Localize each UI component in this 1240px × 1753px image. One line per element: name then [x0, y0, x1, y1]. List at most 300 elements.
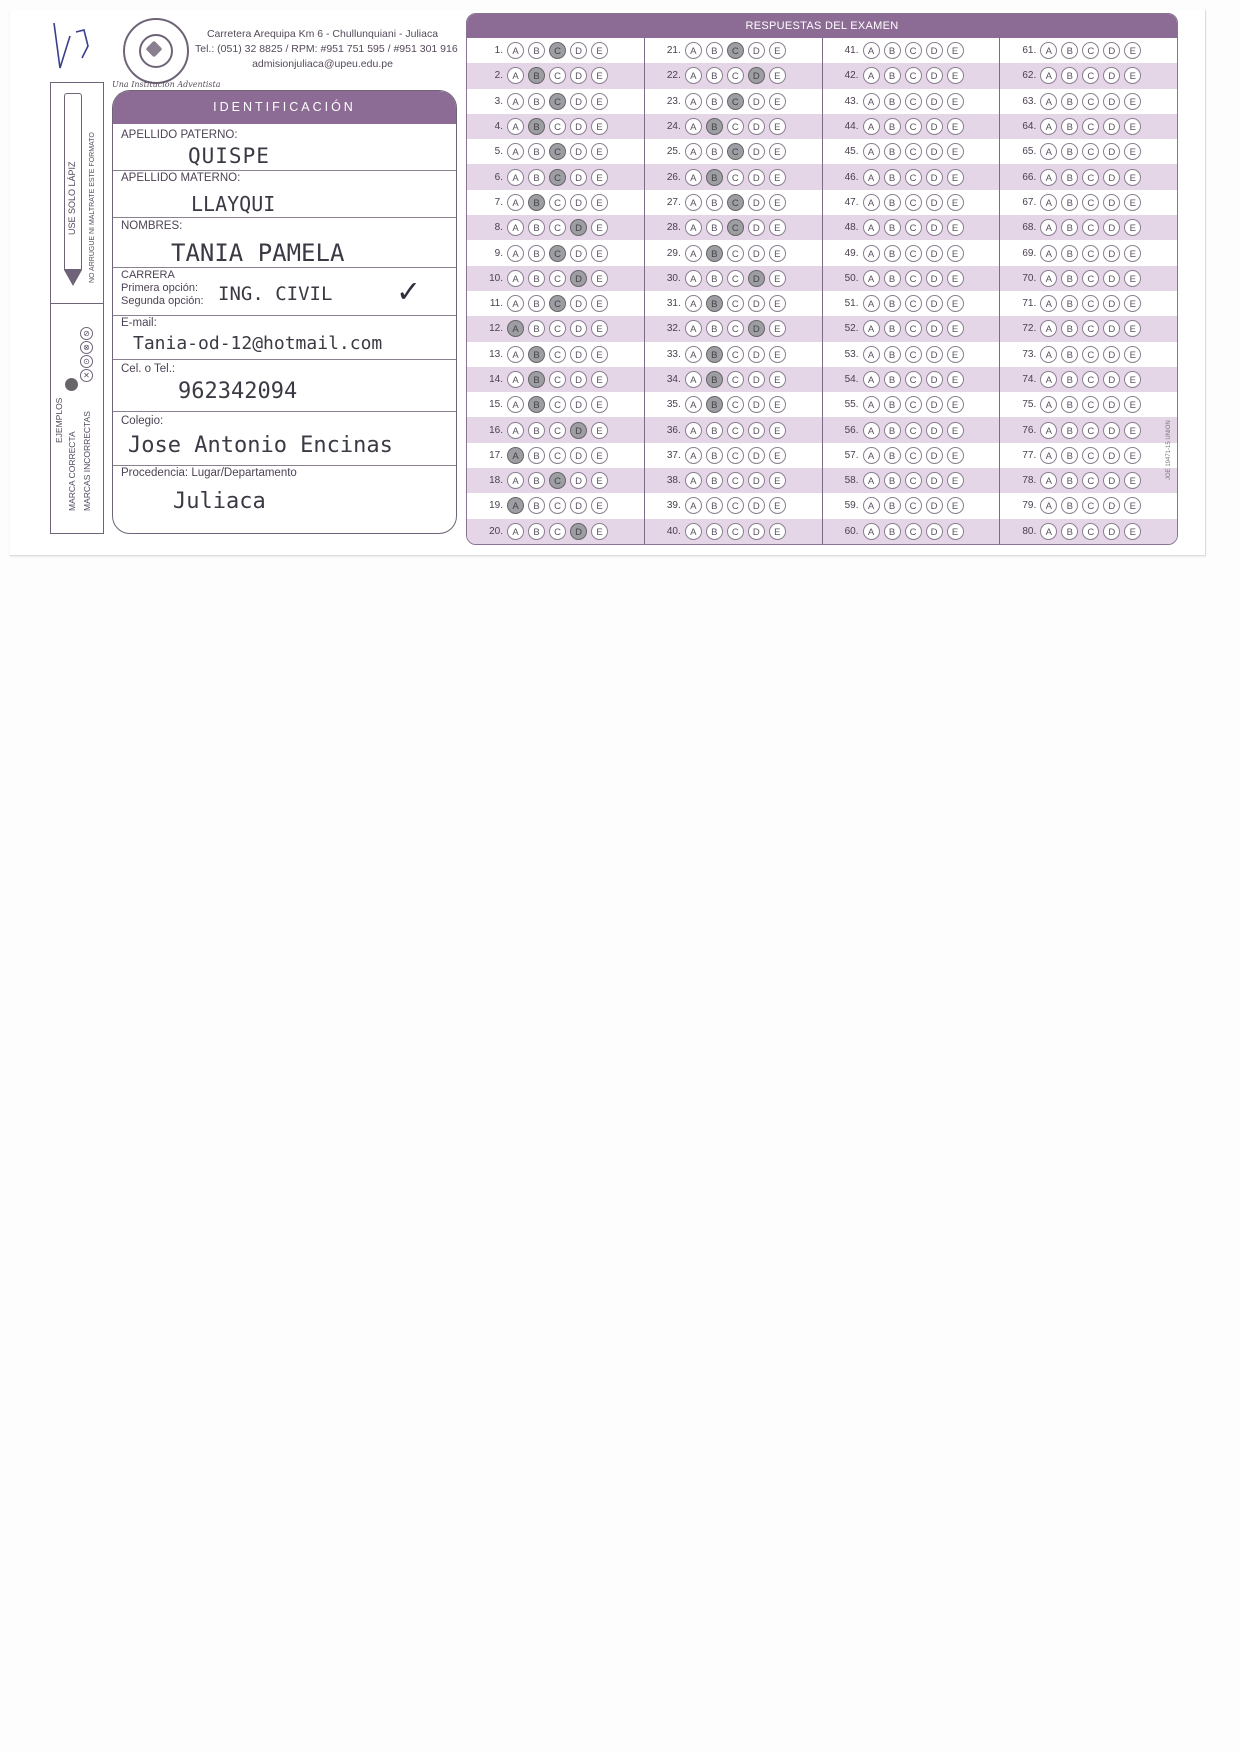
- answer-bubble[interactable]: D: [1103, 219, 1120, 236]
- answer-bubble[interactable]: A: [685, 346, 702, 363]
- answer-bubble[interactable]: D: [570, 270, 587, 287]
- answer-bubble[interactable]: A: [507, 497, 524, 514]
- apellido-paterno-field[interactable]: [113, 124, 456, 171]
- answer-bubble[interactable]: C: [549, 396, 566, 413]
- answer-bubble[interactable]: D: [748, 169, 765, 186]
- answer-bubble[interactable]: A: [507, 169, 524, 186]
- answer-bubble[interactable]: C: [727, 320, 744, 337]
- answer-bubble[interactable]: C: [549, 169, 566, 186]
- answer-bubble[interactable]: D: [570, 295, 587, 312]
- answer-bubble[interactable]: E: [1124, 523, 1141, 540]
- answer-bubble[interactable]: E: [1124, 245, 1141, 262]
- answer-bubble[interactable]: D: [570, 194, 587, 211]
- answer-bubble[interactable]: A: [507, 396, 524, 413]
- answer-bubble[interactable]: D: [1103, 497, 1120, 514]
- answer-bubble[interactable]: A: [507, 371, 524, 388]
- answer-bubble[interactable]: A: [1040, 194, 1057, 211]
- answer-bubble[interactable]: B: [706, 422, 723, 439]
- answer-bubble[interactable]: A: [507, 93, 524, 110]
- answer-bubble[interactable]: C: [905, 118, 922, 135]
- answer-bubble[interactable]: B: [528, 219, 545, 236]
- answer-bubble[interactable]: B: [1061, 447, 1078, 464]
- answer-bubble[interactable]: C: [549, 245, 566, 262]
- answer-bubble[interactable]: C: [727, 422, 744, 439]
- answer-bubble[interactable]: E: [947, 42, 964, 59]
- answer-bubble[interactable]: D: [1103, 523, 1120, 540]
- answer-bubble[interactable]: E: [1124, 93, 1141, 110]
- answer-bubble[interactable]: A: [507, 194, 524, 211]
- answer-bubble[interactable]: A: [507, 67, 524, 84]
- answer-bubble[interactable]: E: [1124, 270, 1141, 287]
- answer-bubble[interactable]: C: [549, 346, 566, 363]
- answer-bubble[interactable]: C: [727, 371, 744, 388]
- answer-bubble[interactable]: E: [947, 523, 964, 540]
- answer-bubble[interactable]: A: [863, 320, 880, 337]
- answer-bubble[interactable]: D: [570, 169, 587, 186]
- answer-bubble[interactable]: C: [1082, 447, 1099, 464]
- answer-bubble[interactable]: A: [1040, 447, 1057, 464]
- answer-bubble[interactable]: C: [727, 472, 744, 489]
- answer-bubble[interactable]: B: [706, 169, 723, 186]
- answer-bubble[interactable]: B: [884, 143, 901, 160]
- answer-bubble[interactable]: A: [685, 93, 702, 110]
- answer-bubble[interactable]: D: [748, 245, 765, 262]
- answer-bubble[interactable]: B: [706, 320, 723, 337]
- answer-bubble[interactable]: A: [685, 497, 702, 514]
- answer-bubble[interactable]: B: [884, 169, 901, 186]
- answer-bubble[interactable]: D: [748, 270, 765, 287]
- answer-bubble[interactable]: E: [947, 295, 964, 312]
- answer-bubble[interactable]: D: [926, 219, 943, 236]
- answer-bubble[interactable]: C: [727, 42, 744, 59]
- answer-bubble[interactable]: A: [507, 295, 524, 312]
- answer-bubble[interactable]: B: [528, 472, 545, 489]
- answer-bubble[interactable]: E: [769, 118, 786, 135]
- answer-bubble[interactable]: B: [706, 42, 723, 59]
- answer-bubble[interactable]: E: [591, 447, 608, 464]
- answer-bubble[interactable]: D: [748, 371, 765, 388]
- answer-bubble[interactable]: A: [507, 42, 524, 59]
- answer-bubble[interactable]: B: [1061, 118, 1078, 135]
- answer-bubble[interactable]: E: [591, 169, 608, 186]
- answer-bubble[interactable]: E: [591, 42, 608, 59]
- answer-bubble[interactable]: E: [1124, 422, 1141, 439]
- answer-bubble[interactable]: C: [549, 42, 566, 59]
- answer-bubble[interactable]: A: [685, 396, 702, 413]
- answer-bubble[interactable]: C: [1082, 371, 1099, 388]
- answer-bubble[interactable]: D: [1103, 447, 1120, 464]
- answer-bubble[interactable]: C: [905, 472, 922, 489]
- answer-bubble[interactable]: B: [706, 118, 723, 135]
- answer-bubble[interactable]: A: [685, 143, 702, 160]
- answer-bubble[interactable]: B: [706, 396, 723, 413]
- answer-bubble[interactable]: C: [1082, 472, 1099, 489]
- answer-bubble[interactable]: B: [706, 143, 723, 160]
- answer-bubble[interactable]: A: [685, 371, 702, 388]
- answer-bubble[interactable]: E: [769, 295, 786, 312]
- answer-bubble[interactable]: A: [1040, 270, 1057, 287]
- answer-bubble[interactable]: E: [1124, 396, 1141, 413]
- answer-bubble[interactable]: D: [570, 396, 587, 413]
- answer-bubble[interactable]: E: [947, 245, 964, 262]
- answer-bubble[interactable]: E: [947, 143, 964, 160]
- answer-bubble[interactable]: B: [1061, 523, 1078, 540]
- answer-bubble[interactable]: B: [528, 42, 545, 59]
- answer-bubble[interactable]: D: [748, 194, 765, 211]
- answer-bubble[interactable]: B: [706, 523, 723, 540]
- answer-bubble[interactable]: E: [947, 194, 964, 211]
- answer-bubble[interactable]: D: [570, 118, 587, 135]
- answer-bubble[interactable]: A: [685, 523, 702, 540]
- answer-bubble[interactable]: A: [863, 67, 880, 84]
- answer-bubble[interactable]: D: [926, 346, 943, 363]
- answer-bubble[interactable]: A: [1040, 67, 1057, 84]
- answer-bubble[interactable]: B: [528, 447, 545, 464]
- answer-bubble[interactable]: E: [591, 295, 608, 312]
- answer-bubble[interactable]: C: [905, 396, 922, 413]
- answer-bubble[interactable]: C: [549, 447, 566, 464]
- answer-bubble[interactable]: A: [507, 447, 524, 464]
- answer-bubble[interactable]: B: [884, 497, 901, 514]
- answer-bubble[interactable]: B: [1061, 396, 1078, 413]
- answer-bubble[interactable]: B: [528, 194, 545, 211]
- answer-bubble[interactable]: A: [1040, 245, 1057, 262]
- answer-bubble[interactable]: A: [685, 270, 702, 287]
- answer-bubble[interactable]: E: [1124, 67, 1141, 84]
- answer-bubble[interactable]: E: [591, 143, 608, 160]
- answer-bubble[interactable]: B: [528, 143, 545, 160]
- answer-bubble[interactable]: B: [1061, 270, 1078, 287]
- answer-bubble[interactable]: C: [549, 371, 566, 388]
- answer-bubble[interactable]: B: [884, 320, 901, 337]
- answer-bubble[interactable]: D: [926, 497, 943, 514]
- answer-bubble[interactable]: C: [905, 320, 922, 337]
- answer-bubble[interactable]: D: [748, 422, 765, 439]
- answer-bubble[interactable]: D: [570, 245, 587, 262]
- answer-bubble[interactable]: C: [549, 93, 566, 110]
- answer-bubble[interactable]: D: [926, 169, 943, 186]
- answer-bubble[interactable]: A: [863, 169, 880, 186]
- answer-bubble[interactable]: A: [1040, 118, 1057, 135]
- answer-bubble[interactable]: D: [1103, 194, 1120, 211]
- answer-bubble[interactable]: E: [1124, 42, 1141, 59]
- answer-bubble[interactable]: C: [727, 497, 744, 514]
- answer-bubble[interactable]: C: [549, 320, 566, 337]
- answer-bubble[interactable]: A: [1040, 422, 1057, 439]
- answer-bubble[interactable]: B: [884, 295, 901, 312]
- answer-bubble[interactable]: D: [570, 447, 587, 464]
- answer-bubble[interactable]: E: [591, 396, 608, 413]
- answer-bubble[interactable]: A: [1040, 497, 1057, 514]
- answer-bubble[interactable]: B: [884, 523, 901, 540]
- answer-bubble[interactable]: E: [769, 497, 786, 514]
- answer-bubble[interactable]: D: [1103, 143, 1120, 160]
- answer-bubble[interactable]: D: [748, 42, 765, 59]
- answer-bubble[interactable]: B: [528, 67, 545, 84]
- answer-bubble[interactable]: B: [1061, 169, 1078, 186]
- answer-bubble[interactable]: B: [1061, 371, 1078, 388]
- answer-bubble[interactable]: C: [727, 169, 744, 186]
- answer-bubble[interactable]: B: [884, 270, 901, 287]
- answer-bubble[interactable]: C: [727, 346, 744, 363]
- answer-bubble[interactable]: E: [591, 118, 608, 135]
- answer-bubble[interactable]: C: [905, 422, 922, 439]
- answer-bubble[interactable]: A: [863, 396, 880, 413]
- answer-bubble[interactable]: C: [1082, 320, 1099, 337]
- answer-bubble[interactable]: E: [947, 67, 964, 84]
- answer-bubble[interactable]: A: [1040, 93, 1057, 110]
- answer-bubble[interactable]: C: [905, 523, 922, 540]
- answer-bubble[interactable]: D: [748, 118, 765, 135]
- answer-bubble[interactable]: D: [1103, 320, 1120, 337]
- answer-bubble[interactable]: A: [863, 472, 880, 489]
- answer-bubble[interactable]: C: [1082, 346, 1099, 363]
- answer-bubble[interactable]: D: [748, 523, 765, 540]
- answer-bubble[interactable]: D: [1103, 472, 1120, 489]
- answer-bubble[interactable]: A: [863, 346, 880, 363]
- answer-bubble[interactable]: B: [528, 371, 545, 388]
- answer-bubble[interactable]: B: [706, 93, 723, 110]
- answer-bubble[interactable]: C: [1082, 497, 1099, 514]
- answer-bubble[interactable]: A: [1040, 346, 1057, 363]
- answer-bubble[interactable]: A: [507, 118, 524, 135]
- answer-bubble[interactable]: B: [884, 67, 901, 84]
- answer-bubble[interactable]: E: [591, 371, 608, 388]
- answer-bubble[interactable]: A: [507, 523, 524, 540]
- answer-bubble[interactable]: E: [591, 523, 608, 540]
- answer-bubble[interactable]: C: [905, 169, 922, 186]
- answer-bubble[interactable]: A: [863, 118, 880, 135]
- answer-bubble[interactable]: C: [1082, 93, 1099, 110]
- answer-bubble[interactable]: B: [528, 270, 545, 287]
- answer-bubble[interactable]: E: [769, 194, 786, 211]
- answer-bubble[interactable]: A: [863, 143, 880, 160]
- answer-bubble[interactable]: C: [1082, 118, 1099, 135]
- answer-bubble[interactable]: A: [685, 67, 702, 84]
- answer-bubble[interactable]: C: [905, 93, 922, 110]
- answer-bubble[interactable]: B: [884, 396, 901, 413]
- answer-bubble[interactable]: A: [507, 320, 524, 337]
- answer-bubble[interactable]: A: [1040, 396, 1057, 413]
- answer-bubble[interactable]: D: [570, 143, 587, 160]
- answer-bubble[interactable]: D: [1103, 245, 1120, 262]
- answer-bubble[interactable]: A: [685, 118, 702, 135]
- answer-bubble[interactable]: A: [863, 93, 880, 110]
- answer-bubble[interactable]: C: [727, 270, 744, 287]
- answer-bubble[interactable]: B: [528, 169, 545, 186]
- answer-bubble[interactable]: D: [926, 371, 943, 388]
- nombres-field[interactable]: [113, 217, 456, 268]
- answer-bubble[interactable]: B: [1061, 67, 1078, 84]
- answer-bubble[interactable]: E: [1124, 118, 1141, 135]
- answer-bubble[interactable]: C: [1082, 42, 1099, 59]
- answer-bubble[interactable]: E: [591, 346, 608, 363]
- answer-bubble[interactable]: A: [1040, 219, 1057, 236]
- answer-bubble[interactable]: D: [570, 523, 587, 540]
- answer-bubble[interactable]: A: [863, 245, 880, 262]
- answer-bubble[interactable]: E: [591, 497, 608, 514]
- answer-bubble[interactable]: D: [570, 67, 587, 84]
- answer-bubble[interactable]: C: [1082, 422, 1099, 439]
- answer-bubble[interactable]: A: [1040, 295, 1057, 312]
- answer-bubble[interactable]: C: [727, 93, 744, 110]
- answer-bubble[interactable]: E: [947, 346, 964, 363]
- answer-bubble[interactable]: E: [591, 270, 608, 287]
- answer-bubble[interactable]: C: [727, 194, 744, 211]
- answer-bubble[interactable]: B: [1061, 472, 1078, 489]
- answer-bubble[interactable]: C: [905, 295, 922, 312]
- answer-bubble[interactable]: D: [1103, 371, 1120, 388]
- answer-bubble[interactable]: B: [884, 447, 901, 464]
- answer-bubble[interactable]: C: [727, 118, 744, 135]
- answer-bubble[interactable]: E: [769, 143, 786, 160]
- answer-bubble[interactable]: B: [884, 245, 901, 262]
- answer-bubble[interactable]: A: [863, 371, 880, 388]
- answer-bubble[interactable]: B: [884, 219, 901, 236]
- answer-bubble[interactable]: A: [685, 447, 702, 464]
- answer-bubble[interactable]: D: [1103, 346, 1120, 363]
- answer-bubble[interactable]: E: [769, 219, 786, 236]
- carrera-field[interactable]: [113, 267, 456, 316]
- answer-bubble[interactable]: C: [905, 447, 922, 464]
- answer-bubble[interactable]: C: [549, 295, 566, 312]
- answer-bubble[interactable]: D: [1103, 118, 1120, 135]
- answer-bubble[interactable]: D: [926, 67, 943, 84]
- answer-bubble[interactable]: E: [769, 42, 786, 59]
- answer-bubble[interactable]: C: [549, 219, 566, 236]
- answer-bubble[interactable]: B: [528, 422, 545, 439]
- answer-bubble[interactable]: C: [905, 143, 922, 160]
- answer-bubble[interactable]: E: [591, 67, 608, 84]
- answer-bubble[interactable]: A: [507, 472, 524, 489]
- answer-bubble[interactable]: E: [591, 245, 608, 262]
- telefono-field[interactable]: [113, 359, 456, 412]
- answer-bubble[interactable]: B: [528, 93, 545, 110]
- answer-bubble[interactable]: B: [706, 295, 723, 312]
- answer-bubble[interactable]: E: [591, 422, 608, 439]
- answer-bubble[interactable]: E: [1124, 143, 1141, 160]
- answer-bubble[interactable]: E: [769, 523, 786, 540]
- answer-bubble[interactable]: D: [926, 447, 943, 464]
- answer-bubble[interactable]: A: [863, 295, 880, 312]
- answer-bubble[interactable]: D: [926, 422, 943, 439]
- answer-bubble[interactable]: C: [1082, 245, 1099, 262]
- answer-bubble[interactable]: D: [926, 295, 943, 312]
- answer-bubble[interactable]: E: [769, 422, 786, 439]
- answer-bubble[interactable]: C: [1082, 523, 1099, 540]
- answer-bubble[interactable]: A: [507, 245, 524, 262]
- email-field[interactable]: [113, 315, 456, 360]
- answer-bubble[interactable]: A: [685, 42, 702, 59]
- answer-bubble[interactable]: C: [727, 295, 744, 312]
- answer-bubble[interactable]: A: [1040, 169, 1057, 186]
- answer-bubble[interactable]: A: [507, 219, 524, 236]
- answer-bubble[interactable]: B: [528, 523, 545, 540]
- answer-bubble[interactable]: D: [570, 497, 587, 514]
- answer-bubble[interactable]: A: [685, 194, 702, 211]
- answer-bubble[interactable]: C: [905, 194, 922, 211]
- answer-bubble[interactable]: D: [748, 396, 765, 413]
- answer-bubble[interactable]: C: [1082, 270, 1099, 287]
- answer-bubble[interactable]: B: [884, 422, 901, 439]
- answer-bubble[interactable]: A: [685, 295, 702, 312]
- answer-bubble[interactable]: D: [1103, 42, 1120, 59]
- answer-bubble[interactable]: C: [905, 42, 922, 59]
- answer-bubble[interactable]: A: [685, 245, 702, 262]
- answer-bubble[interactable]: C: [1082, 67, 1099, 84]
- answer-bubble[interactable]: D: [748, 497, 765, 514]
- answer-bubble[interactable]: E: [1124, 447, 1141, 464]
- answer-bubble[interactable]: C: [549, 497, 566, 514]
- answer-bubble[interactable]: A: [685, 169, 702, 186]
- answer-bubble[interactable]: A: [1040, 371, 1057, 388]
- answer-bubble[interactable]: E: [1124, 194, 1141, 211]
- answer-bubble[interactable]: A: [863, 447, 880, 464]
- answer-bubble[interactable]: D: [1103, 93, 1120, 110]
- answer-bubble[interactable]: E: [947, 270, 964, 287]
- answer-bubble[interactable]: B: [706, 497, 723, 514]
- answer-bubble[interactable]: C: [905, 67, 922, 84]
- answer-bubble[interactable]: E: [769, 67, 786, 84]
- answer-bubble[interactable]: A: [1040, 523, 1057, 540]
- answer-bubble[interactable]: D: [926, 320, 943, 337]
- answer-bubble[interactable]: B: [706, 67, 723, 84]
- answer-bubble[interactable]: C: [727, 143, 744, 160]
- answer-bubble[interactable]: E: [769, 93, 786, 110]
- answer-bubble[interactable]: A: [863, 42, 880, 59]
- answer-bubble[interactable]: C: [905, 270, 922, 287]
- answer-bubble[interactable]: E: [1124, 219, 1141, 236]
- answer-bubble[interactable]: E: [947, 320, 964, 337]
- answer-bubble[interactable]: A: [1040, 472, 1057, 489]
- answer-bubble[interactable]: C: [727, 396, 744, 413]
- answer-bubble[interactable]: C: [727, 245, 744, 262]
- answer-bubble[interactable]: C: [1082, 219, 1099, 236]
- answer-bubble[interactable]: C: [905, 497, 922, 514]
- answer-bubble[interactable]: E: [769, 447, 786, 464]
- answer-bubble[interactable]: D: [748, 295, 765, 312]
- answer-bubble[interactable]: B: [1061, 320, 1078, 337]
- answer-bubble[interactable]: E: [769, 396, 786, 413]
- answer-bubble[interactable]: C: [905, 346, 922, 363]
- answer-bubble[interactable]: A: [685, 320, 702, 337]
- answer-bubble[interactable]: A: [685, 472, 702, 489]
- answer-bubble[interactable]: D: [926, 93, 943, 110]
- answer-bubble[interactable]: A: [863, 497, 880, 514]
- answer-bubble[interactable]: A: [507, 143, 524, 160]
- answer-bubble[interactable]: B: [1061, 194, 1078, 211]
- answer-bubble[interactable]: E: [947, 447, 964, 464]
- answer-bubble[interactable]: C: [549, 472, 566, 489]
- answer-bubble[interactable]: E: [591, 194, 608, 211]
- answer-bubble[interactable]: A: [863, 219, 880, 236]
- answer-bubble[interactable]: C: [549, 67, 566, 84]
- answer-bubble[interactable]: E: [769, 320, 786, 337]
- answer-bubble[interactable]: D: [748, 472, 765, 489]
- answer-bubble[interactable]: B: [1061, 422, 1078, 439]
- answer-bubble[interactable]: D: [926, 143, 943, 160]
- answer-bubble[interactable]: E: [591, 320, 608, 337]
- answer-bubble[interactable]: D: [1103, 396, 1120, 413]
- answer-bubble[interactable]: D: [748, 219, 765, 236]
- answer-bubble[interactable]: E: [947, 118, 964, 135]
- answer-bubble[interactable]: E: [769, 245, 786, 262]
- answer-bubble[interactable]: A: [863, 270, 880, 287]
- answer-bubble[interactable]: E: [947, 396, 964, 413]
- answer-bubble[interactable]: C: [549, 270, 566, 287]
- answer-bubble[interactable]: C: [1082, 194, 1099, 211]
- answer-bubble[interactable]: B: [528, 245, 545, 262]
